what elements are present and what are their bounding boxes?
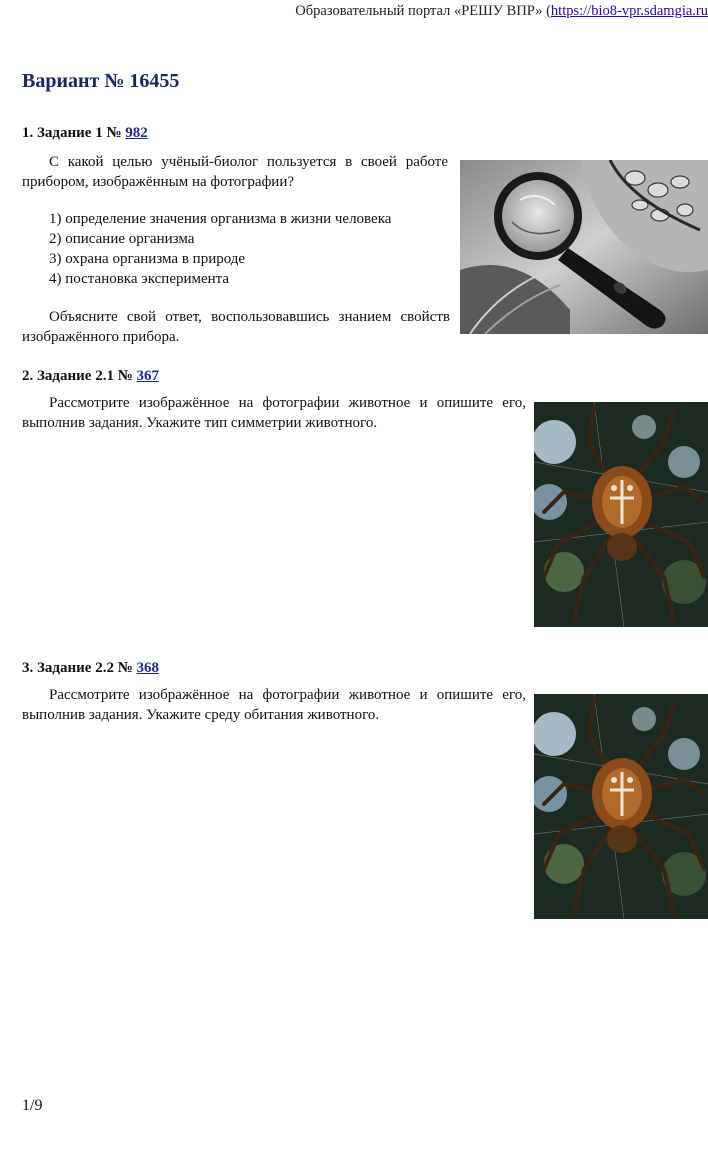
task-1-option-3: 3) охрана организма в природе [49, 251, 246, 267]
task-1-option-2: 2) описание организма [49, 231, 195, 247]
task-3-heading: 3. Задание 2.2 № 368 [22, 660, 160, 676]
spider-photo-1 [534, 402, 708, 627]
portal-name: Образовательный портал «РЕШУ ВПР» ( [295, 3, 551, 19]
magnifying-glass-photo [460, 160, 708, 334]
task-1-options [49, 209, 391, 289]
task-3-text: Рассмотрите изображённое на фотографии животное и опишите его, выполнив задания. Укажите среду обитания животного. [22, 687, 526, 723]
page-header [0, 3, 708, 20]
spider-photo-2 [534, 694, 708, 919]
task-1-heading: 1. Задание 1 № 982 [22, 125, 148, 141]
page-number: 1/9 [22, 1097, 43, 1114]
task-1-number-link[interactable]: 982 [125, 125, 148, 141]
task-3-number-link[interactable]: 368 [136, 660, 160, 676]
task-2-heading: 2. Задание 2.1 № 367 [22, 368, 160, 384]
task-2-text: Рассмотрите изображённое на фотографии животное и опишите его, выполнив задания. Укажите тип симметрии животного. [22, 395, 526, 431]
task-2-number-link[interactable]: 367 [136, 368, 160, 384]
task-1-option-1: 1) определение значения организма в жизни человека [49, 211, 392, 227]
portal-link[interactable]: https://bio8-vpr.sdamgia.ru [550, 3, 708, 19]
task-1-explanation: Объясните свой ответ, воспользовавшись знанием свойств изображённого прибора. [22, 309, 450, 345]
variant-title: Вариант № 16455 [22, 70, 180, 92]
task-1-question: С какой целью учёный-биолог пользуется в своей работе прибором, изображённым на фотографии? [22, 154, 448, 190]
task-1-option-4: 4) постановка эксперимента [49, 271, 230, 287]
